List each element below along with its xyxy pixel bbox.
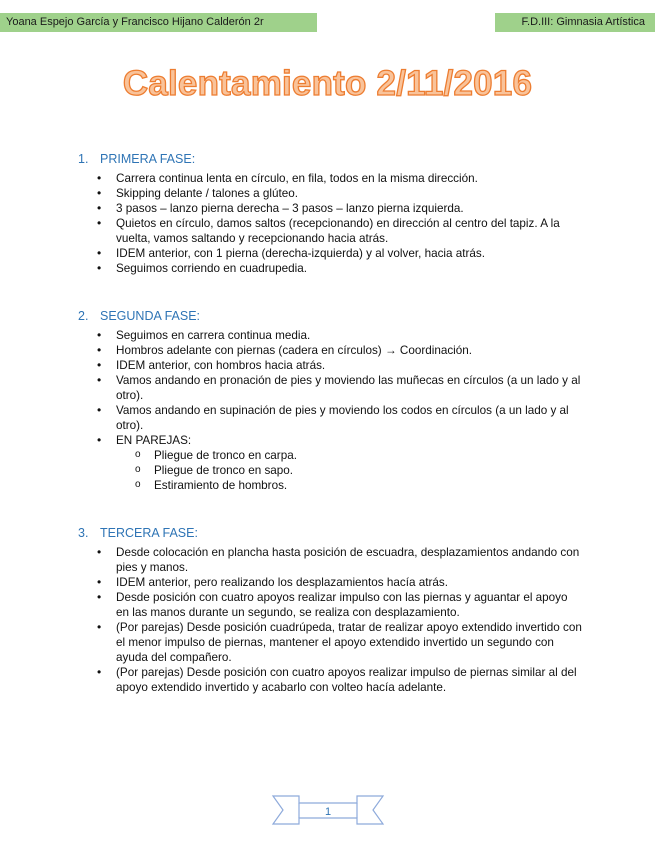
list-item: • Vamos andando en supinación de pies y moviendo los codos en círculos (a un lado y al otro). bbox=[97, 403, 582, 433]
sub-list-item: o Pliegue de tronco en carpa. bbox=[116, 448, 582, 463]
bullet-list bbox=[97, 545, 582, 695]
list-item: • Vamos andando en pronación de pies y moviendo las muñecas en círculos (a un lado y al otro). bbox=[97, 373, 582, 403]
header-author: Yoana Espejo García y Francisco Hijano Calderón 2r bbox=[0, 13, 317, 32]
list-item: • Desde colocación en plancha hasta posición de escuadra, desplazamientos andando con pies y manos. bbox=[97, 545, 582, 575]
bullet-list bbox=[97, 171, 582, 276]
list-item-label: EN PAREJAS: bbox=[116, 434, 192, 447]
list-item bbox=[97, 433, 582, 493]
header-course: F.D.III: Gimnasia Artística bbox=[495, 13, 655, 32]
page-title: Calentamiento 2/11/2016 bbox=[122, 64, 533, 103]
sub-list-item: o Pliegue de tronco en sapo. bbox=[116, 463, 582, 478]
list-item: • Skipping delante / talones a glúteo. bbox=[97, 186, 582, 201]
list-item: • 3 pasos – lanzo pierna derecha – 3 pasos – lanzo pierna izquierda. bbox=[97, 201, 582, 216]
section-heading bbox=[78, 525, 198, 541]
section-number: 1. bbox=[78, 152, 89, 166]
section-title: TERCERA FASE: bbox=[100, 526, 198, 540]
list-item: • (Por parejas) Desde posición cuadrúpeda, tratar de realizar apoyo extendido invertido con el menor impulso de piernas, mantener el apoyo extendido invertido un segundo con ayuda del compañero. bbox=[97, 620, 582, 665]
sub-list-item: o Estiramiento de hombros. bbox=[116, 478, 582, 493]
list-item: • IDEM anterior, con 1 pierna (derecha-izquierda) y al volver, hacia atrás. bbox=[97, 246, 582, 261]
page-number: 1 bbox=[324, 806, 332, 818]
section-title: PRIMERA FASE: bbox=[100, 152, 196, 166]
list-item: • Seguimos corriendo en cuadrupedia. bbox=[97, 261, 582, 276]
section-heading bbox=[78, 151, 195, 167]
list-item: • IDEM anterior, con hombros hacia atrás. bbox=[97, 358, 582, 373]
list-item: • Seguimos en carrera continua media. bbox=[97, 328, 582, 343]
section-number: 2. bbox=[78, 309, 89, 323]
section-title: SEGUNDA FASE: bbox=[100, 309, 201, 323]
section-number: 3. bbox=[78, 526, 89, 540]
list-item: • Carrera continua lenta en círculo, en fila, todos en la misma dirección. bbox=[97, 171, 582, 186]
list-item: • (Por parejas) Desde posición con cuatro apoyos realizar impulso de piernas similar al del apoyo extendido invertido y acabarlo con volteo hacía adelante. bbox=[97, 665, 582, 695]
list-item: • IDEM anterior, pero realizando los desplazamientos hacía atrás. bbox=[97, 575, 582, 590]
list-item: • Quietos en círculo, damos saltos (recepcionando) en dirección al centro del tapiz. A la vuelta, vamos saltando y recepcionando hacia atrás. bbox=[97, 216, 582, 246]
bullet-list bbox=[97, 328, 582, 493]
sub-list bbox=[116, 448, 582, 493]
section-heading bbox=[78, 308, 200, 324]
list-item: • Desde posición con cuatro apoyos realizar impulso con las piernas y aguantar el apoyo en las manos durante un segundo, se realiza con desplazamiento. bbox=[97, 590, 582, 620]
list-item: • Hombros adelante con piernas (cadera en círculos) → Coordinación. bbox=[97, 343, 582, 358]
